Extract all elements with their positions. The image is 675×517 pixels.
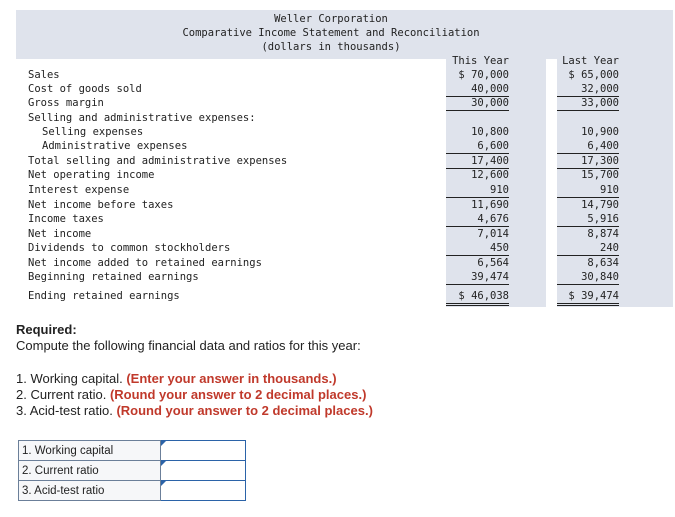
last-year-value: 240 bbox=[557, 241, 619, 256]
last-year-value: 10,900 bbox=[581, 126, 619, 138]
answer-row bbox=[19, 481, 246, 501]
row-label: Net income before taxes bbox=[28, 199, 174, 211]
this-year-value: 40,000 bbox=[446, 82, 509, 97]
row-label: Income taxes bbox=[28, 213, 104, 225]
last-year-value: 5,916 bbox=[557, 212, 619, 227]
row-label: Dividends to common stockholders bbox=[28, 242, 231, 254]
col-header-this-year: This Year bbox=[452, 55, 509, 67]
instruction-note: (Enter your answer in thousands.) bbox=[126, 371, 337, 386]
this-year-value: 39,474 bbox=[446, 270, 509, 285]
statement-row bbox=[16, 125, 673, 139]
answer-row bbox=[19, 461, 246, 481]
col-header-last-year: Last Year bbox=[562, 55, 619, 67]
answer-label: 2. Current ratio bbox=[19, 461, 161, 481]
answer-cell[interactable] bbox=[161, 481, 246, 501]
last-year-value: $ 65,000 bbox=[568, 69, 619, 81]
statement-row bbox=[16, 82, 673, 96]
statement-title: Comparative Income Statement and Reconciliation bbox=[182, 27, 480, 39]
row-label: Selling and administrative expenses: bbox=[28, 112, 256, 124]
last-year-value: 33,000 bbox=[557, 96, 619, 111]
row-label: Gross margin bbox=[28, 97, 104, 109]
answer-label: 3. Acid-test ratio bbox=[19, 481, 161, 501]
row-label: Selling expenses bbox=[42, 126, 144, 138]
this-year-value: 7,014 bbox=[477, 228, 509, 240]
current-ratio-input[interactable] bbox=[161, 462, 245, 479]
row-label: Interest expense bbox=[28, 184, 130, 196]
last-year-value: 6,400 bbox=[557, 139, 619, 154]
statement-row bbox=[16, 154, 673, 168]
row-label: Net operating income bbox=[28, 169, 155, 181]
this-year-value: 450 bbox=[446, 241, 509, 256]
statement-row bbox=[16, 68, 673, 82]
this-year-value: 910 bbox=[446, 183, 509, 198]
acid-test-ratio-input[interactable] bbox=[161, 482, 245, 499]
statement-row bbox=[16, 198, 673, 212]
instruction-item bbox=[16, 387, 373, 403]
row-label: Sales bbox=[28, 69, 60, 81]
answer-cell[interactable] bbox=[161, 441, 246, 461]
this-year-value: 10,800 bbox=[471, 126, 509, 138]
last-year-value: 14,790 bbox=[581, 199, 619, 211]
last-year-value: 17,300 bbox=[557, 154, 619, 169]
this-year-value: 6,600 bbox=[446, 139, 509, 154]
statement-row bbox=[16, 270, 673, 284]
row-label: Ending retained earnings bbox=[28, 290, 180, 302]
this-year-value: $ 70,000 bbox=[458, 69, 509, 81]
statement-row bbox=[16, 227, 673, 241]
row-label: Net income bbox=[28, 228, 92, 240]
this-year-value: 12,600 bbox=[471, 169, 509, 181]
row-label: Total selling and administrative expenses bbox=[28, 155, 288, 167]
statement-row bbox=[16, 289, 673, 303]
this-year-value: 17,400 bbox=[446, 154, 509, 169]
instruction-text: 3. Acid-test ratio. bbox=[16, 403, 113, 418]
last-year-value: 8,874 bbox=[587, 228, 619, 240]
instruction-note: (Round your answer to 2 decimal places.) bbox=[116, 403, 373, 418]
required-text: Compute the following financial data and ratios for this year: bbox=[16, 338, 361, 353]
instruction-text: 2. Current ratio. bbox=[16, 387, 107, 402]
last-year-value: 8,634 bbox=[587, 257, 619, 269]
company-name: Weller Corporation bbox=[274, 13, 388, 25]
answer-cell[interactable] bbox=[161, 461, 246, 481]
row-label: Net income added to retained earnings bbox=[28, 257, 262, 269]
statement-row bbox=[16, 241, 673, 255]
this-year-value: 30,000 bbox=[446, 96, 509, 111]
instruction-text: 1. Working capital. bbox=[16, 371, 123, 386]
this-year-value: 11,690 bbox=[471, 199, 509, 211]
statement-row bbox=[16, 183, 673, 197]
instruction-item bbox=[16, 403, 373, 419]
statement-units: (dollars in thousands) bbox=[261, 41, 401, 53]
answer-row bbox=[19, 441, 246, 461]
last-year-value: 15,700 bbox=[581, 169, 619, 181]
answer-label: 1. Working capital bbox=[19, 441, 161, 461]
working-capital-input[interactable] bbox=[161, 442, 245, 459]
statement-row bbox=[16, 256, 673, 270]
row-label: Administrative expenses bbox=[42, 140, 188, 152]
statement-row bbox=[16, 168, 673, 182]
this-year-value: 4,676 bbox=[446, 212, 509, 227]
last-year-value: 30,840 bbox=[557, 270, 619, 285]
this-year-value: 6,564 bbox=[477, 257, 509, 269]
statement-row bbox=[16, 96, 673, 110]
last-year-value: $ 39,474 bbox=[557, 289, 619, 306]
instruction-note: (Round your answer to 2 decimal places.) bbox=[109, 387, 367, 402]
instruction-item bbox=[16, 371, 373, 387]
answer-table bbox=[18, 440, 246, 501]
row-label: Beginning retained earnings bbox=[28, 271, 199, 283]
statement-row bbox=[16, 212, 673, 226]
required-section bbox=[16, 322, 361, 354]
statement-row bbox=[16, 111, 673, 125]
this-year-value: $ 46,038 bbox=[446, 289, 509, 306]
required-title: Required: bbox=[16, 322, 77, 337]
last-year-value: 910 bbox=[557, 183, 619, 198]
income-statement bbox=[16, 10, 673, 307]
statement-row bbox=[16, 139, 673, 153]
last-year-value: 32,000 bbox=[557, 82, 619, 97]
instructions-list bbox=[16, 371, 373, 419]
row-label: Cost of goods sold bbox=[28, 83, 142, 95]
